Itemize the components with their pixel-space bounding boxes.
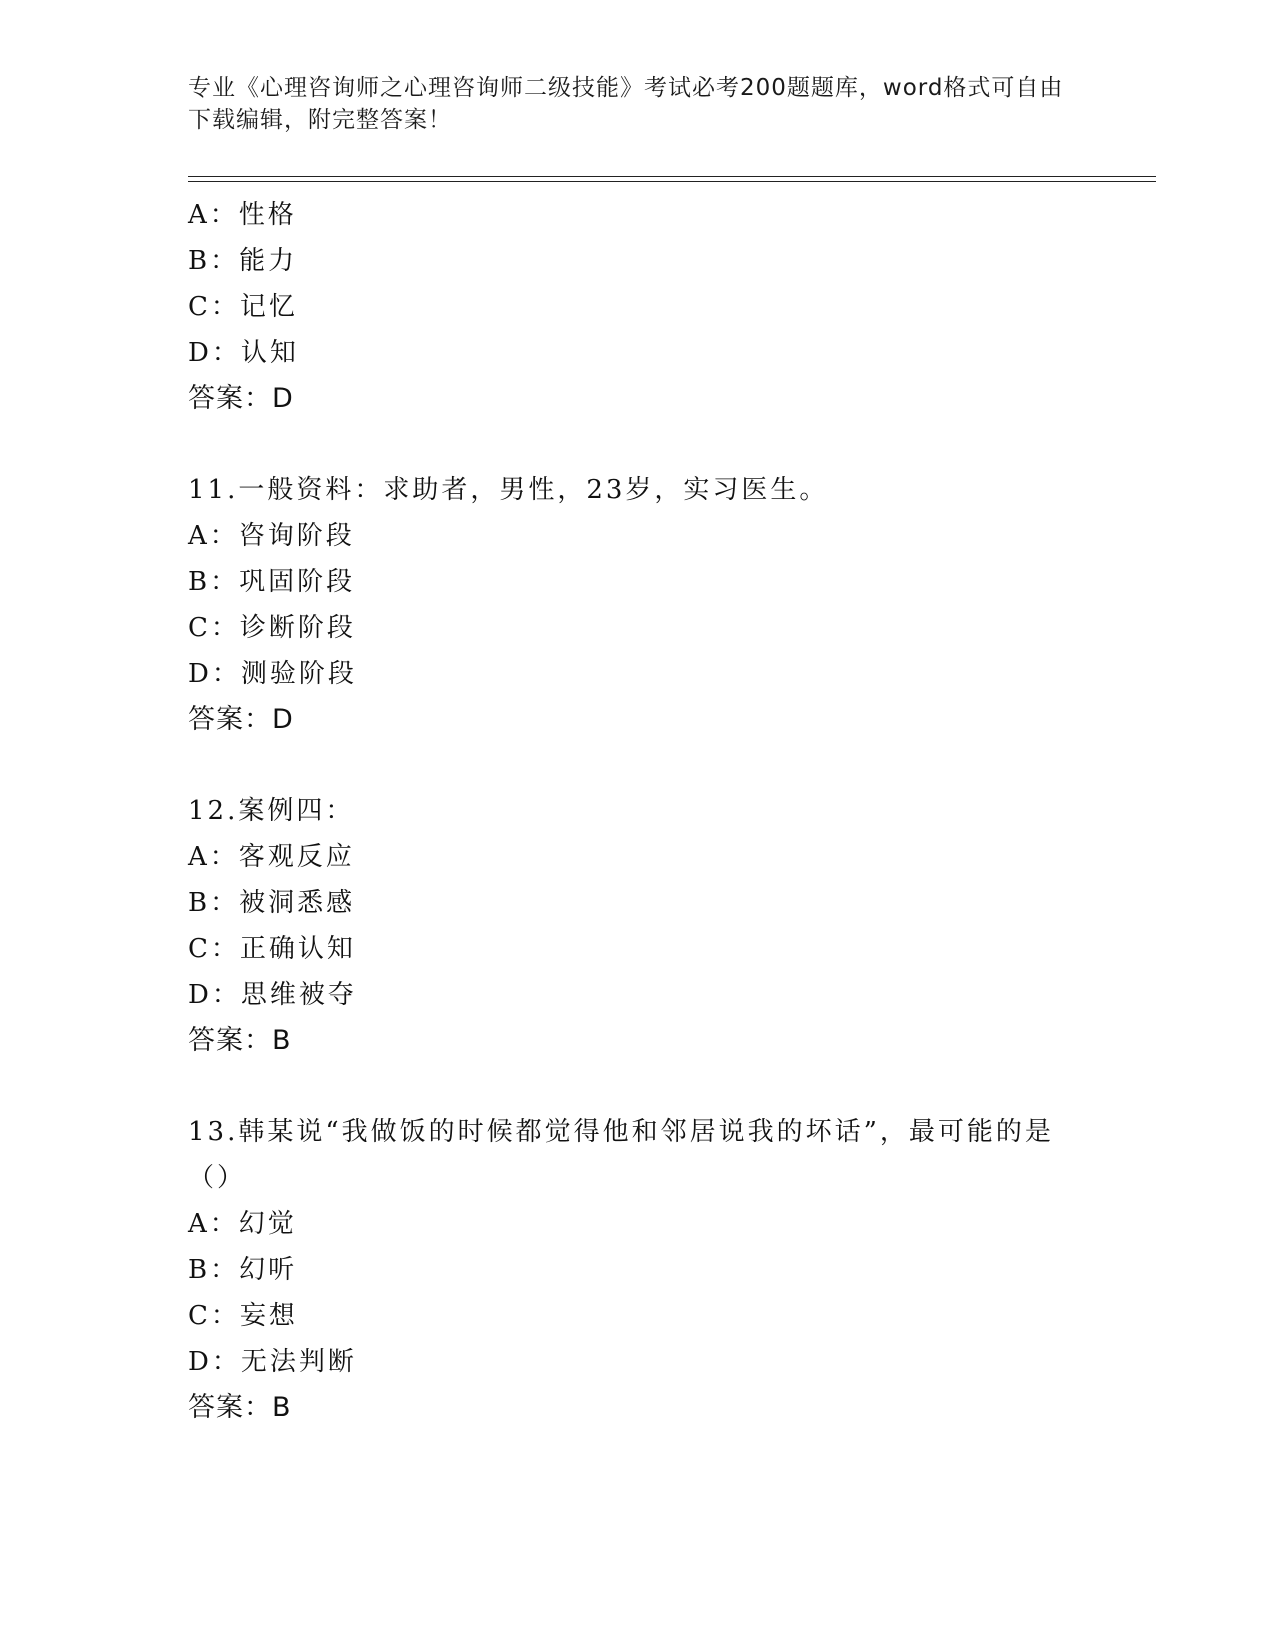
option-b: B：被洞悉感 bbox=[188, 888, 356, 918]
question-list bbox=[188, 192, 1148, 1431]
question-block bbox=[188, 467, 1148, 743]
option-d: D：思维被夺 bbox=[188, 980, 357, 1010]
option-c: C：妄想 bbox=[188, 1301, 298, 1331]
question-block bbox=[188, 788, 1148, 1064]
option-a: A：幻觉 bbox=[188, 1209, 297, 1239]
question-stem: 12.案例四： bbox=[188, 796, 355, 826]
option-d: D：测验阶段 bbox=[188, 659, 357, 689]
answer-line: 答案：D bbox=[188, 383, 294, 414]
question-block bbox=[188, 1109, 1148, 1431]
header-divider bbox=[188, 176, 1156, 182]
option-b: B：巩固阶段 bbox=[188, 567, 356, 597]
option-b: B：能力 bbox=[188, 246, 298, 276]
option-c: C：诊断阶段 bbox=[188, 613, 356, 643]
option-a: A：性格 bbox=[188, 200, 297, 230]
question-block bbox=[188, 192, 1148, 422]
option-c: C：记忆 bbox=[188, 292, 298, 322]
option-b: B：幻听 bbox=[188, 1255, 298, 1285]
answer-line: 答案：D bbox=[188, 704, 294, 735]
answer-line: 答案：B bbox=[188, 1025, 292, 1056]
question-stem: 13.韩某说“我做饭的时候都觉得他和邻居说我的坏话”，最可能的是（） bbox=[188, 1117, 1054, 1193]
option-a: A：客观反应 bbox=[188, 842, 355, 872]
option-d: D：认知 bbox=[188, 338, 299, 368]
answer-line: 答案：B bbox=[188, 1392, 292, 1423]
option-a: A：咨询阶段 bbox=[188, 521, 355, 551]
document-header: 专业《心理咨询师之心理咨询师二级技能》考试必考200题题库，word格式可自由下载编辑，附完整答案！ bbox=[188, 75, 1064, 133]
option-d: D：无法判断 bbox=[188, 1347, 357, 1377]
question-stem: 11.一般资料：求助者，男性，23岁，实习医生。 bbox=[188, 475, 829, 505]
option-c: C：正确认知 bbox=[188, 934, 356, 964]
